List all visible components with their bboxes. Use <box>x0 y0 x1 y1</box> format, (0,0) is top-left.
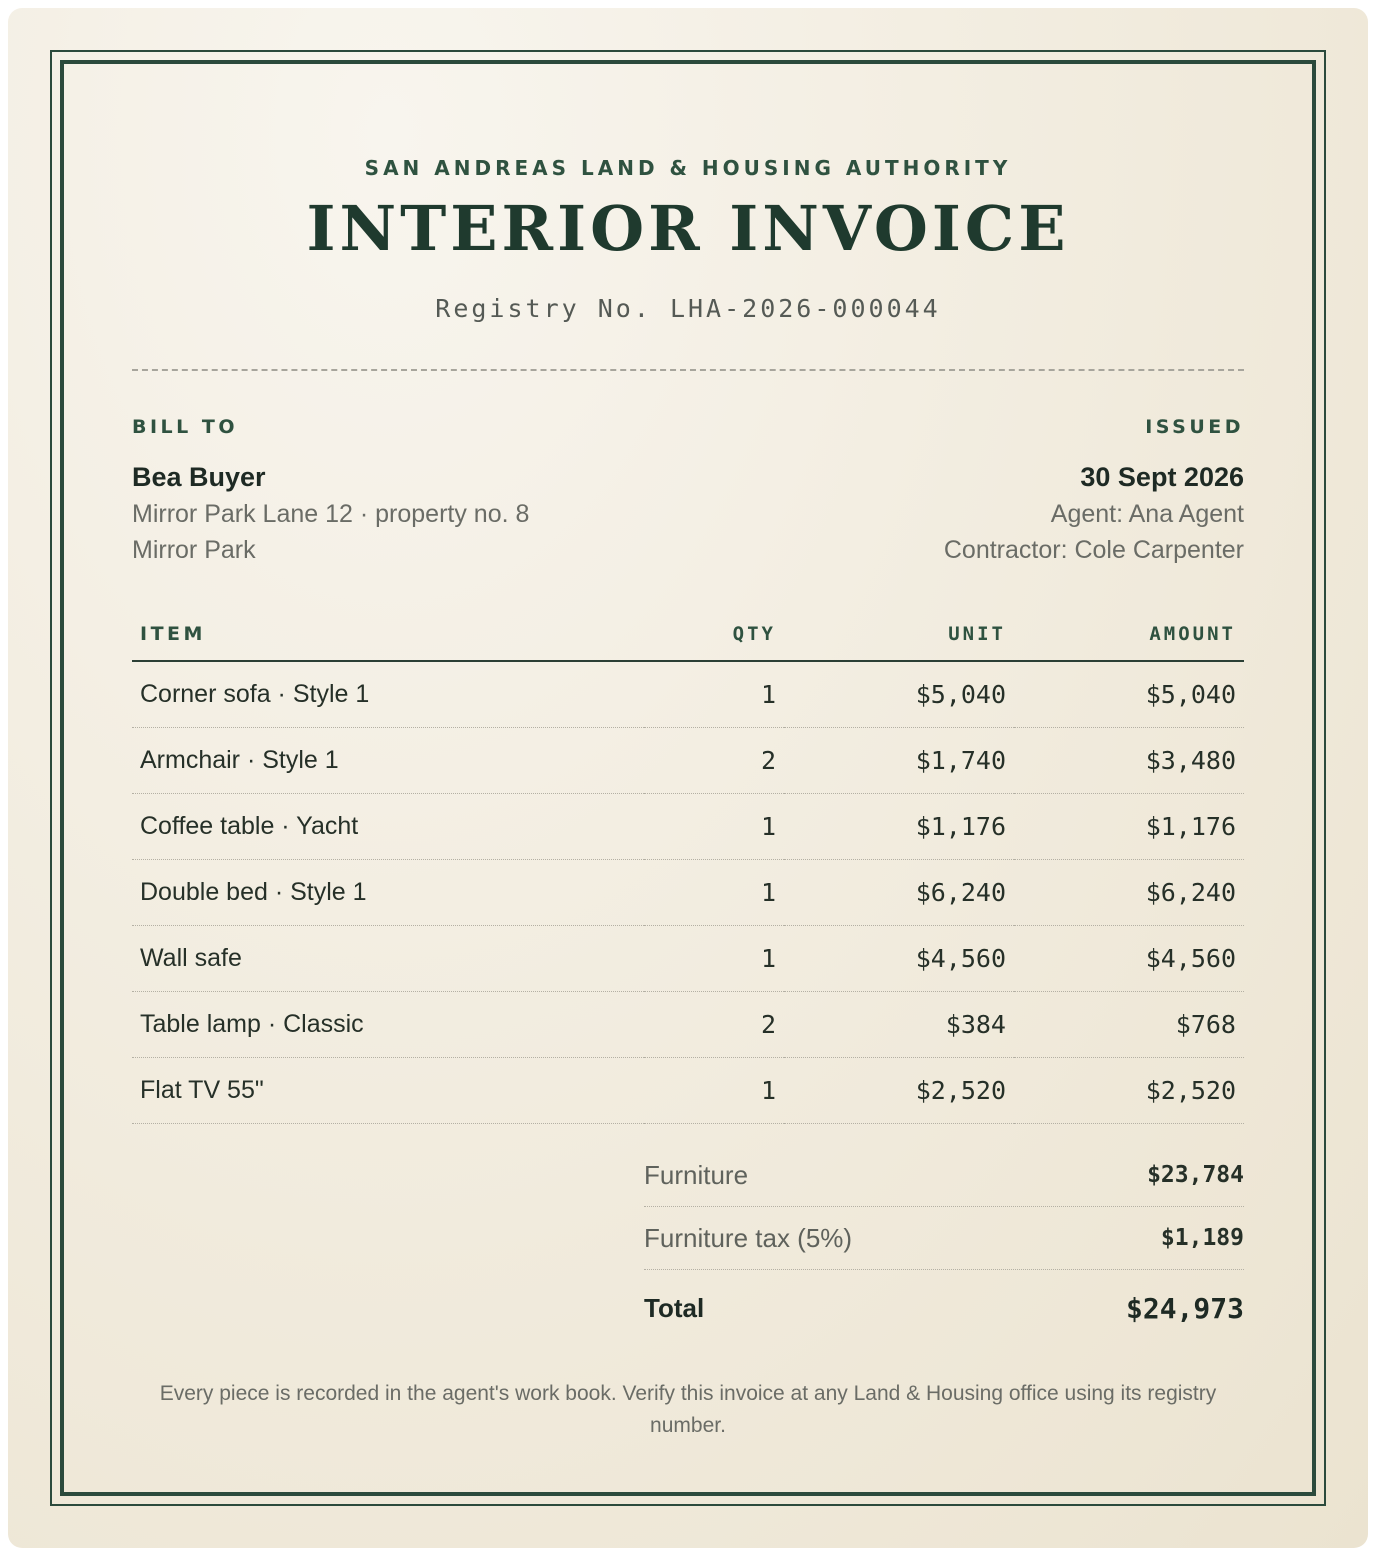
row-item: Double bed · Style 1 <box>132 860 644 926</box>
row-qty: 1 <box>644 661 784 728</box>
table-row <box>132 794 1244 860</box>
row-qty: 1 <box>644 1058 784 1124</box>
tax-row <box>644 1207 1244 1270</box>
row-qty: 1 <box>644 926 784 992</box>
row-item: Armchair · Style 1 <box>132 728 644 794</box>
row-amount: $768 <box>1014 992 1244 1058</box>
row-item: Table lamp · Classic <box>132 992 644 1058</box>
header-item: ITEM <box>132 608 644 661</box>
dashed-divider <box>132 369 1244 371</box>
bill-to-label: BILL TO <box>132 416 238 438</box>
furniture-subtotal-row <box>644 1144 1244 1207</box>
table-row <box>132 860 1244 926</box>
table-row <box>132 926 1244 992</box>
row-qty: 2 <box>644 728 784 794</box>
row-unit: $4,560 <box>784 926 1014 992</box>
table-header-row <box>132 608 1244 661</box>
row-amount: $5,040 <box>1014 661 1244 728</box>
table-row <box>132 661 1244 728</box>
row-unit: $6,240 <box>784 860 1014 926</box>
row-qty: 1 <box>644 794 784 860</box>
header-qty: QTY <box>644 608 784 661</box>
furniture-subtotal-value: $23,784 <box>1147 1162 1244 1188</box>
invoice-paper <box>8 8 1368 1548</box>
footer-note: Every piece is recorded in the agent's work book. Verify this invoice at any Land & Housing office using its registry number. <box>159 1382 1217 1437</box>
row-unit: $1,740 <box>784 728 1014 794</box>
row-item: Coffee table · Yacht <box>132 794 644 860</box>
table-row <box>132 1058 1244 1124</box>
row-amount: $4,560 <box>1014 926 1244 992</box>
header-unit: UNIT <box>784 608 1014 661</box>
authority-name: SAN ANDREAS LAND & HOUSING AUTHORITY <box>364 156 1012 180</box>
registry-number: Registry No. LHA-2026-000044 <box>435 294 941 323</box>
buyer-name: Bea Buyer <box>132 462 266 492</box>
buyer-address-line1: Mirror Park Lane 12 · property no. 8 <box>132 500 530 528</box>
issued-label: ISSUED <box>1145 416 1244 438</box>
items-table <box>132 608 1244 1124</box>
row-item: Wall safe <box>132 926 644 992</box>
row-item: Corner sofa · Style 1 <box>132 661 644 728</box>
row-amount: $3,480 <box>1014 728 1244 794</box>
totals-block <box>644 1144 1244 1346</box>
row-unit: $1,176 <box>784 794 1014 860</box>
issued-date: 30 Sept 2026 <box>1080 462 1244 492</box>
row-unit: $384 <box>784 992 1014 1058</box>
header-amount: AMOUNT <box>1014 608 1244 661</box>
grand-total-value: $24,973 <box>1125 1291 1244 1325</box>
furniture-subtotal-label: Furniture <box>644 1159 749 1190</box>
contractor-name: Contractor: Cole Carpenter <box>943 536 1244 564</box>
invoice-title: INTERIOR INVOICE <box>306 192 1070 265</box>
row-amount: $1,176 <box>1014 794 1244 860</box>
agent-name: Agent: Ana Agent <box>1050 500 1244 528</box>
row-amount: $6,240 <box>1014 860 1244 926</box>
row-amount: $2,520 <box>1014 1058 1244 1124</box>
tax-label: Furniture tax (5%) <box>644 1222 853 1253</box>
table-row <box>132 728 1244 794</box>
row-item: Flat TV 55" <box>132 1058 644 1124</box>
row-unit: $2,520 <box>784 1058 1014 1124</box>
table-row <box>132 992 1244 1058</box>
row-unit: $5,040 <box>784 661 1014 728</box>
row-qty: 2 <box>644 992 784 1058</box>
buyer-address-line2: Mirror Park <box>132 536 256 564</box>
row-qty: 1 <box>644 860 784 926</box>
tax-value: $1,189 <box>1160 1225 1244 1251</box>
grand-total-label: Total <box>644 1292 705 1323</box>
grand-total-row <box>644 1270 1244 1346</box>
